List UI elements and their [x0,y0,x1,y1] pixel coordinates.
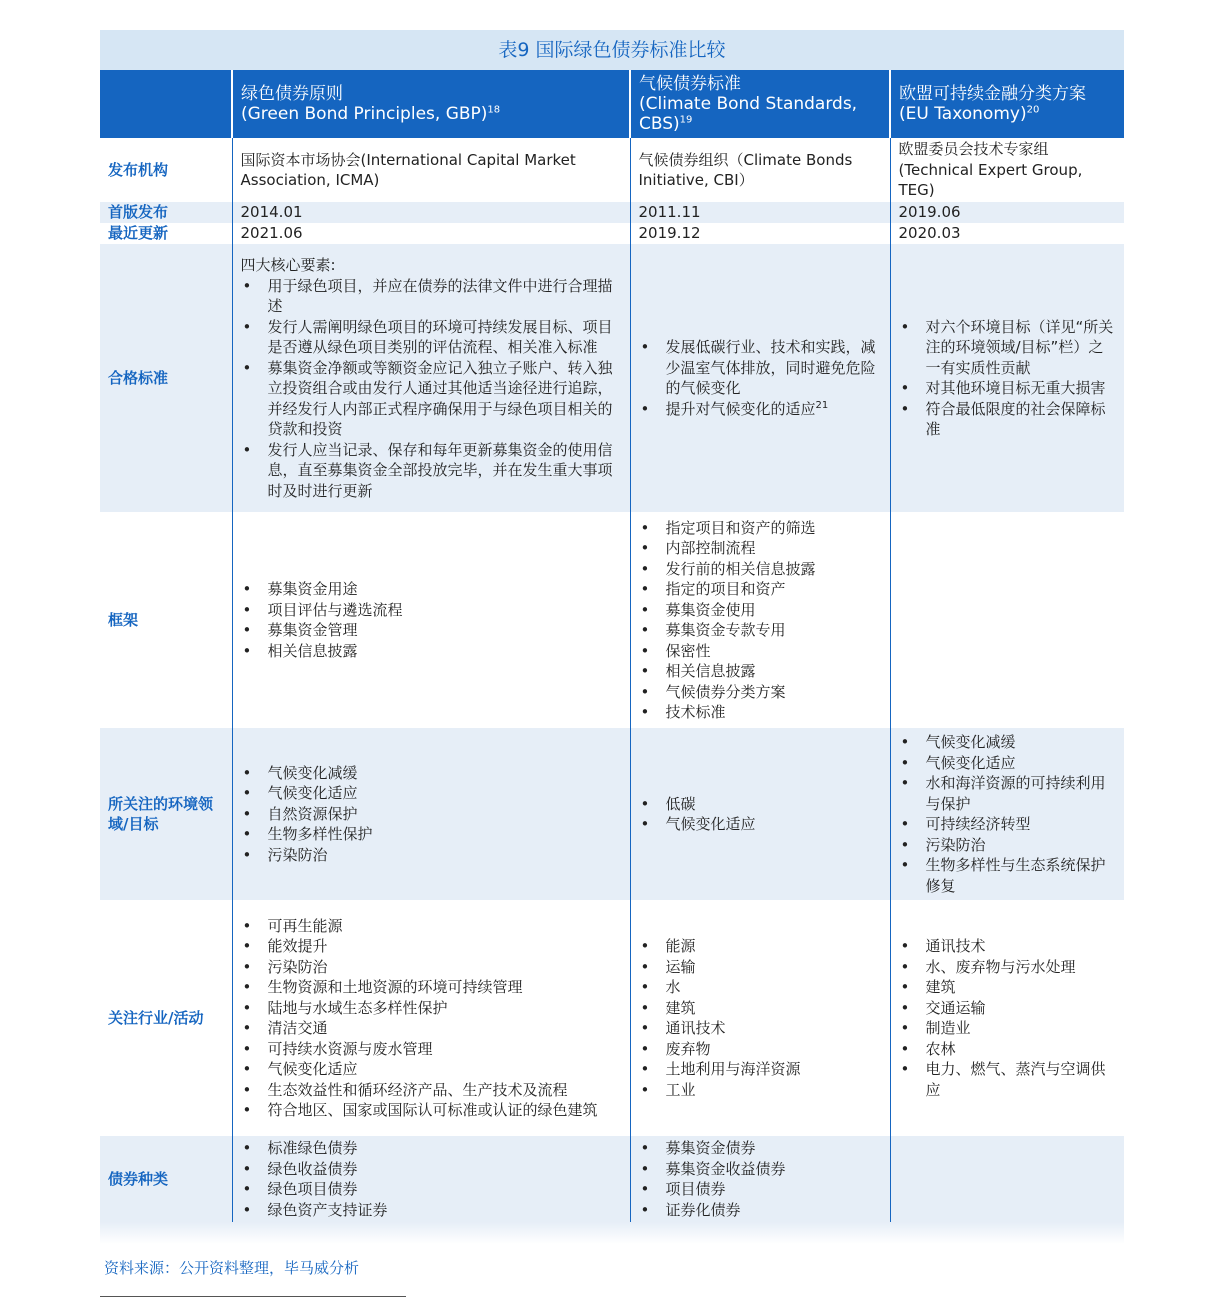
bullet-list [241,579,622,661]
list-item: • 绿色项目债券 [241,1179,622,1200]
list-item: • 内部控制流程 [639,538,882,559]
header-gbp: 绿色债券原则 (Green Bond Principles, GBP)$^{18}$ [232,70,630,138]
table-cell: 欧盟委员会技术专家组(Technical Expert Group, TEG) [890,138,1124,202]
list-item: • 气候变化减缓 [899,732,1117,753]
list-item: • 能源 [639,936,882,957]
list-item: • 可持续水资源与废水管理 [241,1039,622,1060]
list-item: • 气候债券分类方案 [639,682,882,703]
list-item: • 用于绿色项目，并应在债券的法律文件中进行合理描述 [241,276,622,317]
list-item: • 污染防治 [241,957,622,978]
table-cell: 2019.12 [630,223,890,244]
list-item: • 募集资金净额或等额资金应记入独立子账户、转入独立投资组合或由发行人通过其他适当途径进行追踪，并经发行人内部正式程序确保用于与绿色项目相关的贷款和投资 [241,358,622,440]
row-sectors [100,900,1124,1136]
list-item: • 证券化债券 [639,1200,882,1221]
bullet-list [241,916,622,1121]
bullet-list [899,317,1117,440]
list-item: • 生物多样性保护 [241,824,622,845]
row-bond-types [100,1136,1124,1222]
list-item: • 工业 [639,1080,882,1101]
header-corner [100,70,232,138]
row-framework [100,512,1124,728]
list-item: • 交通运输 [899,998,1117,1019]
table-cell [890,512,1124,728]
list-item: • 生态效益性和循环经济产品、生产技术及流程 [241,1080,622,1101]
footer-divider [100,1296,406,1297]
table-cell [232,900,630,1136]
list-item: • 对六个环境目标（详见“所关注的环境领域/目标”栏）之一有实质性贡献 [899,317,1117,379]
list-item: • 保密性 [639,641,882,662]
row-first-release [100,202,1124,223]
table-title: 表9 国际绿色债券标准比较 [100,30,1124,70]
list-item: • 制造业 [899,1018,1117,1039]
list-item: • 项目债券 [639,1179,882,1200]
bullet-list [639,518,882,723]
list-item: • 指定项目和资产的筛选 [639,518,882,539]
list-item: • 污染防治 [241,845,622,866]
list-item: • 水 [639,977,882,998]
list-item: • 标准绿色债券 [241,1138,622,1159]
list-item: • 废弃物 [639,1039,882,1060]
list-item: • 募集资金用途 [241,579,622,600]
list-item: • 生物资源和土地资源的环境可持续管理 [241,977,622,998]
table-cell [630,728,890,900]
table-cell [232,1136,630,1222]
table-cell [890,1136,1124,1222]
table-cell: 2020.03 [890,223,1124,244]
bullet-list [639,936,882,1100]
list-item: • 低碳 [639,794,882,815]
list-item: • 募集资金收益债券 [639,1159,882,1180]
bullet-list [241,763,622,866]
list-item: • 相关信息披露 [639,661,882,682]
list-item: • 发行人需阐明绿色项目的环境可持续发展目标、项目是否遵从绿色项目类别的评估流程、相关准入标准 [241,317,622,358]
row-label: 所关注的环境领域/目标 [100,728,232,900]
list-item: • 绿色资产支持证券 [241,1200,622,1221]
row-issuer [100,138,1124,202]
bullet-list [241,1138,622,1220]
bullet-list [899,732,1117,896]
list-item: • 符合地区、国家或国际认可标准或认证的绿色建筑 [241,1100,622,1121]
list-item: • 发展低碳行业、技术和实践，减少温室气体排放，同时避免危险的气候变化 [639,337,882,399]
table-cell: 国际资本市场协会(International Capital Market Association, ICMA) [232,138,630,202]
table-cell: 气候债券组织（Climate Bonds Initiative, CBI） [630,138,890,202]
row-criteria [100,244,1124,512]
table-cell [890,728,1124,900]
source-note: 资料来源：公开资料整理，毕马威分析 [104,1259,360,1277]
list-item: • 发行前的相关信息披露 [639,559,882,580]
list-item: • 气候变化适应 [241,1059,622,1080]
table-cell [890,900,1124,1136]
list-item: • 相关信息披露 [241,641,622,662]
table-cell: 2019.06 [890,202,1124,223]
list-item: • 募集资金债券 [639,1138,882,1159]
list-item: • 通讯技术 [899,936,1117,957]
list-item: • 陆地与水域生态多样性保护 [241,998,622,1019]
header-eu-taxonomy: 欧盟可持续金融分类方案 (EU Taxonomy)$^{20}$ [890,70,1124,138]
row-label: 债券种类 [100,1136,232,1222]
table-cell: 2011.11 [630,202,890,223]
list-item: • 水、废弃物与污水处理 [899,957,1117,978]
list-item: • 指定的项目和资产 [639,579,882,600]
list-item: • 气候变化减缓 [241,763,622,784]
table-cell [630,900,890,1136]
list-item: • 募集资金管理 [241,620,622,641]
row-label: 最近更新 [100,223,232,244]
list-item: • 运输 [639,957,882,978]
list-item: • 项目评估与遴选流程 [241,600,622,621]
table-cell [232,728,630,900]
list-item: • 符合最低限度的社会保障标准 [899,399,1117,440]
list-item: • 可持续经济转型 [899,814,1117,835]
header-row [100,70,1124,138]
row-label: 首版发布 [100,202,232,223]
table-cell [630,1136,890,1222]
bullet-list [639,1138,882,1220]
table-cell [232,512,630,728]
list-item: • 气候变化适应 [241,783,622,804]
bullet-list [639,337,882,419]
table-cell: 2021.06 [232,223,630,244]
row-label: 框架 [100,512,232,728]
list-item: • 提升对气候变化的适应$^{21}$ [639,399,882,420]
list-item: • 可再生能源 [241,916,622,937]
list-item: • 生物多样性与生态系统保护修复 [899,855,1117,896]
list-item: • 电力、燃气、蒸汽与空调供应 [899,1059,1117,1100]
list-item: • 绿色收益债券 [241,1159,622,1180]
list-item: • 气候变化适应 [899,753,1117,774]
list-item: • 能效提升 [241,936,622,957]
row-objectives [100,728,1124,900]
list-item: • 通讯技术 [639,1018,882,1039]
bullet-list [639,794,882,835]
row-latest-update [100,223,1124,244]
list-item: • 气候变化适应 [639,814,882,835]
list-item: • 募集资金专款专用 [639,620,882,641]
table-cell: 2014.01 [232,202,630,223]
list-item: • 清洁交通 [241,1018,622,1039]
list-item: • 建筑 [899,977,1117,998]
list-item: • 募集资金使用 [639,600,882,621]
list-item: • 污染防治 [899,835,1117,856]
row-label: 关注行业/活动 [100,900,232,1136]
criteria-intro: 四大核心要素: [240,256,336,274]
comparison-table [100,70,1124,1222]
row-label: 合格标准 [100,244,232,512]
list-item: • 技术标准 [639,702,882,723]
table-cell [630,512,890,728]
list-item: • 建筑 [639,998,882,1019]
list-item: • 土地利用与海洋资源 [639,1059,882,1080]
bullet-list [899,936,1117,1100]
list-item: • 对其他环境目标无重大损害 [899,378,1117,399]
list-item: • 水和海洋资源的可持续利用与保护 [899,773,1117,814]
table-cell [232,244,630,512]
table-cell [890,244,1124,512]
list-item: • 自然资源保护 [241,804,622,825]
table-cell [630,244,890,512]
list-item: • 发行人应当记录、保存和每年更新募集资金的使用信息，直至募集资金全部投放完毕，并在发生重大事项时及时进行更新 [241,440,622,502]
row-label: 发布机构 [100,138,232,202]
table-bottom-fade [100,1222,1124,1244]
list-item: • 农林 [899,1039,1117,1060]
bullet-list [241,276,622,502]
header-cbs: 气候债券标准 (Climate Bond Standards, CBS)$^{19}$ [630,70,890,138]
